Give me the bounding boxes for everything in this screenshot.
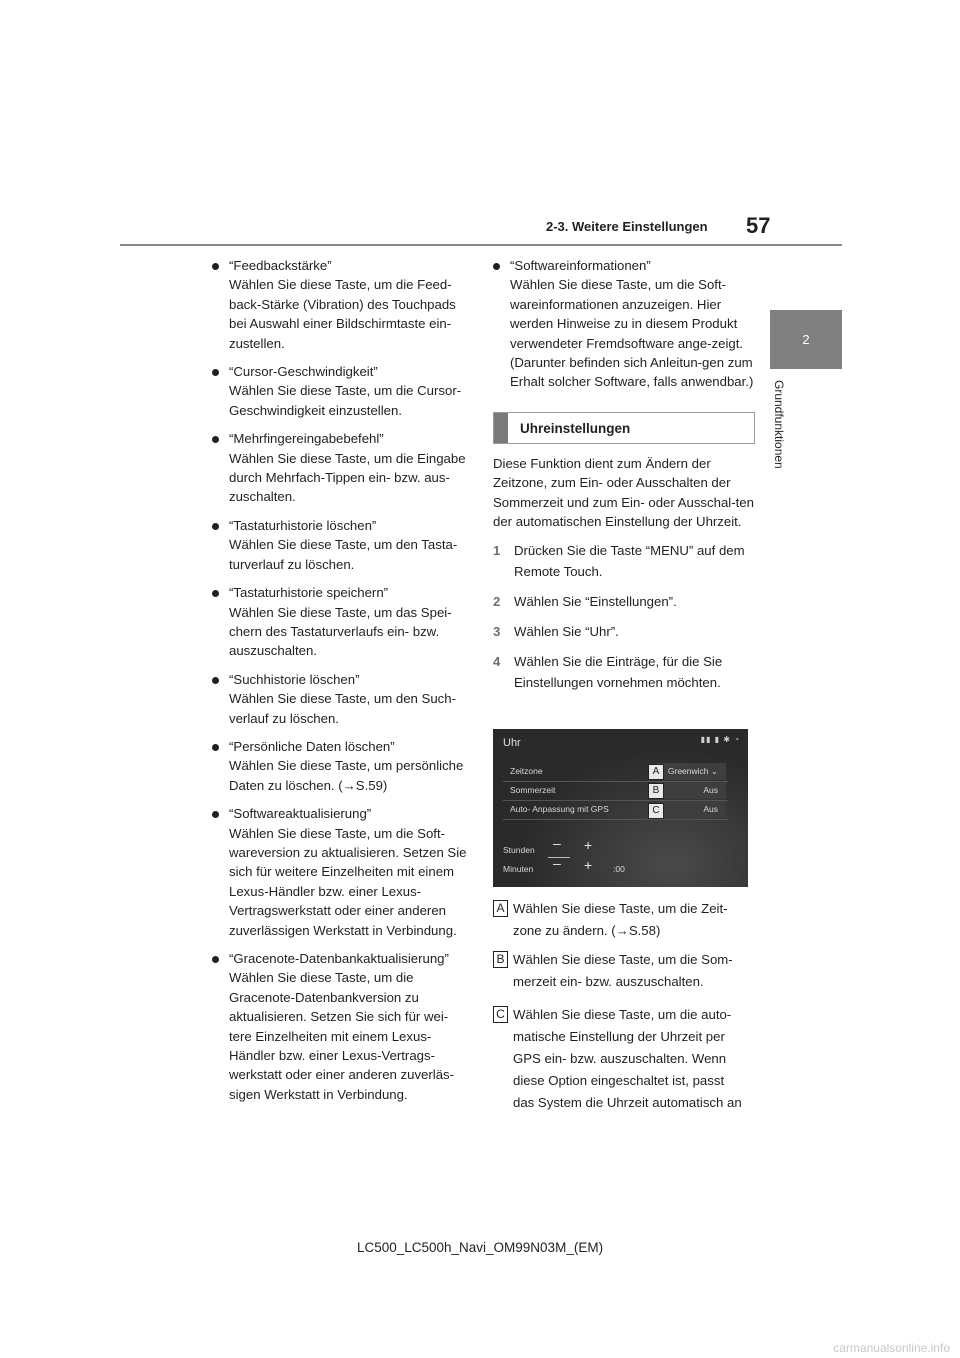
section-heading: Uhreinstellungen xyxy=(520,420,631,436)
bullet-dot-icon xyxy=(212,590,219,597)
bullet-item xyxy=(212,949,470,1104)
page-number: 57 xyxy=(746,213,771,238)
minutes-label: Minuten xyxy=(503,864,534,874)
bullet-description: Wählen Sie diese Taste, um das Spei-chern des Tastaturverlaufs ein- bzw. auszuschalten. xyxy=(229,604,452,659)
right-column xyxy=(493,256,755,702)
step-item xyxy=(493,540,755,582)
step-text: Wählen Sie die Einträge, für die Sie Einstellungen vornehmen möchten. xyxy=(514,654,723,691)
legend-tag: B xyxy=(493,951,508,968)
hours-minus-button[interactable]: – xyxy=(553,835,561,851)
bullet-title: “Tastaturhistorie löschen” xyxy=(229,517,377,533)
step-item xyxy=(493,591,755,612)
row-label: Auto- Anpassung mit GPS xyxy=(510,804,609,814)
bullet-title: “Tastaturhistorie speichern” xyxy=(229,585,389,601)
chapter-label: Grundfunktionen xyxy=(772,380,786,469)
status-icons: ▮▮ ▮ ✱ ◔ xyxy=(700,735,740,744)
bullet-description: Wählen Sie diese Taste, um den Such-verlauf zu löschen. xyxy=(229,691,456,726)
header-divider xyxy=(120,244,842,246)
legend-tag: C xyxy=(493,1006,508,1023)
row-label: Zeitzone xyxy=(510,766,543,776)
legend-text: Wählen Sie diese Taste, um die auto-matische Einstellung der Uhrzeit per GPS ein- bzw. auszuschalten. Wenn diese Option eingeschaltet ist, passt das System die Uhrzeit automatisch an xyxy=(513,1007,742,1110)
timezone-row[interactable] xyxy=(503,762,728,782)
row-value: Aus xyxy=(703,785,718,795)
bullet-dot-icon xyxy=(212,956,219,963)
step-text: Wählen Sie “Uhr”. xyxy=(514,624,619,640)
step-item xyxy=(493,651,755,693)
section-title: 2-3. Weitere Einstellungen xyxy=(546,219,708,234)
minutes-plus-button[interactable]: + xyxy=(584,857,593,873)
bullet-title: “Cursor-Geschwindigkeit” xyxy=(229,364,378,380)
bullet-description: Wählen Sie diese Taste, um die Gracenote-Datenbankversion zu aktualisieren. Setzen Sie sich für wei-tere Einzelheiten mit einem Lexus-Händler bzw. einer Lexus-Vertrags-werkstatt oder einer anderen zuverläs-sigen Werkstatt in Verbindung. xyxy=(229,970,455,1102)
minutes-minus-button[interactable]: – xyxy=(553,855,561,871)
callout-badge: B xyxy=(648,783,664,799)
clock-settings-screen xyxy=(493,729,748,887)
section-heading-box xyxy=(493,412,755,444)
section-heading-marker xyxy=(494,413,508,443)
bullet-title: “Softwareaktualisierung” xyxy=(229,806,372,822)
callout-badge: C xyxy=(648,803,664,819)
bullet-description: Wählen Sie diese Taste, um den Tasta-turverlauf zu löschen. xyxy=(229,537,458,572)
legend-text: Wählen Sie diese Taste, um die Zeit-zone zu ändern. (→S.58) xyxy=(513,901,728,938)
legend-text: Wählen Sie diese Taste, um die Som-merzeit ein- bzw. auszuschalten. xyxy=(513,952,733,989)
step-item xyxy=(493,621,755,642)
chapter-label-container xyxy=(772,380,806,480)
hours-label: Stunden xyxy=(503,845,535,855)
bullet-description: Wählen Sie diese Taste, um die Soft-wareinformationen anzuzeigen. Hier werden Hinweise zu in diesem Produkt verwendeter Fremdsoftware ange-zeigt. (Darunter befinden sich Anleitun-gen zum Erhalt solcher Software, falls anwendbar.) xyxy=(510,277,754,390)
bullet-dot-icon xyxy=(493,263,500,270)
bullet-dot-icon xyxy=(212,677,219,684)
bullet-item xyxy=(212,670,470,728)
document-footer: LC500_LC500h_Navi_OM99N03M_(EM) xyxy=(356,1240,604,1255)
bullet-item xyxy=(212,256,470,353)
step-number: 2 xyxy=(493,594,501,610)
bullet-title: “Suchhistorie löschen” xyxy=(229,671,360,687)
bullet-item xyxy=(212,804,470,940)
bullet-dot-icon xyxy=(212,523,219,530)
gps-adjust-row[interactable] xyxy=(503,800,728,820)
step-number: 3 xyxy=(493,624,501,640)
bullet-title: “Softwareinformationen” xyxy=(510,258,651,273)
bullet-title: “Gracenote-Datenbankaktualisierung” xyxy=(229,951,449,966)
step-number: 4 xyxy=(493,654,501,670)
bullet-item xyxy=(212,583,470,661)
hours-plus-button[interactable]: + xyxy=(584,837,593,853)
bullet-description: Wählen Sie diese Taste, um die Soft-wareversion zu aktualisieren. Setzen Sie sich für weitere Einzelheiten mit einem Lexus-Händler bzw. einer Lexus-Vertragswerkstatt oder einer anderen zuverlässigen Werkstatt in Verbindung. xyxy=(229,825,467,938)
row-value: Greenwich ⌄ xyxy=(667,766,718,776)
watermark: carmanualsonline.info xyxy=(833,1341,950,1355)
bullet-dot-icon xyxy=(212,744,219,751)
bullet-description: Wählen Sie diese Taste, um persönliche Daten zu löschen. (→S.59) xyxy=(229,758,464,793)
intro-paragraph: Diese Funktion dient zum Ändern der Zeitzone, zum Ein- oder Ausschalten der Sommerzeit und zum Ein- oder Ausschal-ten der automatischen Einstellung der Uhrzeit. xyxy=(493,455,754,530)
bullet-item xyxy=(212,429,470,507)
bullet-item xyxy=(212,516,470,574)
screen-title: Uhr xyxy=(503,737,521,749)
dst-row[interactable] xyxy=(503,781,728,801)
bullet-description: Wählen Sie diese Taste, um die Eingabe durch Mehrfach-Tippen ein- bzw. aus-zuschalten. xyxy=(229,450,466,505)
bullet-title: “Persönliche Daten löschen” xyxy=(229,738,395,754)
bullet-item xyxy=(212,737,470,795)
minutes-value: :00 xyxy=(613,864,625,874)
step-text: Drücken Sie die Taste “MENU” auf dem Remote Touch. xyxy=(514,543,745,580)
step-number: 1 xyxy=(493,543,501,559)
chapter-number: 2 xyxy=(802,332,810,347)
bullet-description: Wählen Sie diese Taste, um die Cursor-Geschwindigkeit einzustellen. xyxy=(229,383,462,418)
bullet-title: “Mehrfingereingabebefehl” xyxy=(229,431,384,447)
step-text: Wählen Sie “Einstellungen”. xyxy=(514,594,677,610)
bullet-dot-icon xyxy=(212,263,219,270)
bullet-item xyxy=(212,362,470,420)
row-value: Aus xyxy=(703,804,718,814)
bullet-dot-icon xyxy=(212,436,219,443)
row-label: Sommerzeit xyxy=(510,785,556,795)
chapter-tab xyxy=(770,310,842,369)
legend-tag: A xyxy=(493,900,508,917)
bullet-item xyxy=(493,256,755,392)
left-column xyxy=(212,256,470,1113)
bullet-description: Wählen Sie diese Taste, um die Feed-back-Stärke (Vibration) des Touchpads bei Auswahl einer Bildschirmtaste ein-zustellen. xyxy=(229,277,456,351)
bullet-dot-icon xyxy=(212,369,219,376)
bullet-title: “Feedbackstärke” xyxy=(229,258,332,273)
bullet-dot-icon xyxy=(212,811,219,818)
callout-badge: A xyxy=(648,764,664,780)
